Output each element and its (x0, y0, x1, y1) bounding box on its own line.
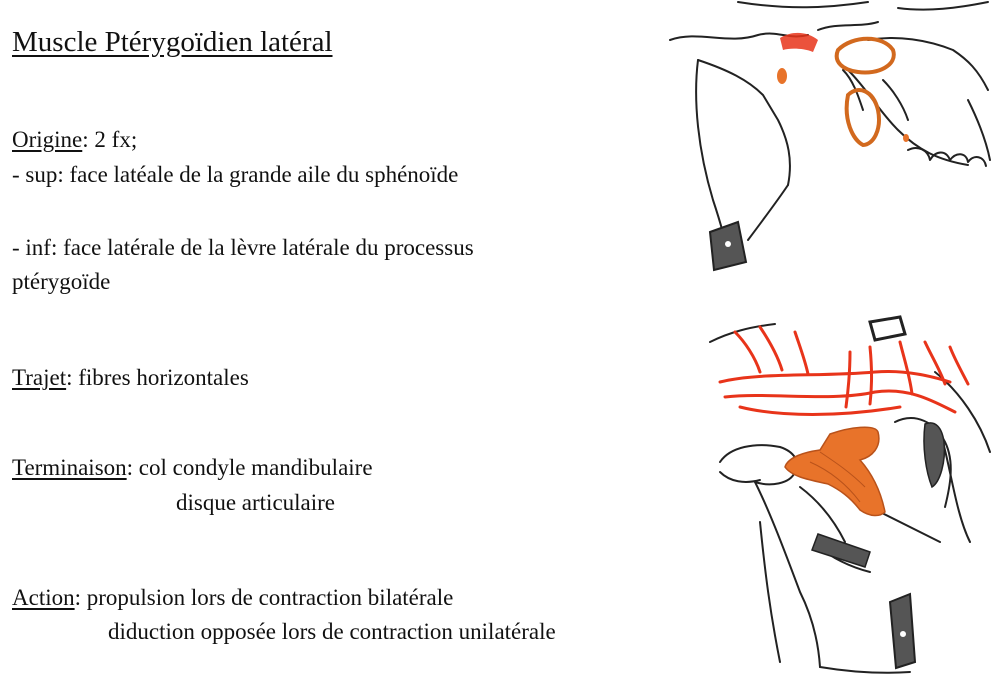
action-text-2: diduction opposée lors de contraction unilatérale (108, 619, 556, 644)
origine-inf-line2: ptérygoïde (12, 269, 111, 294)
origine-text: : 2 fx; (82, 127, 138, 152)
trajet-label: Trajet (12, 365, 67, 390)
trajet-line (12, 363, 249, 393)
lateral-pterygoid-muscle (785, 427, 885, 515)
action-label: Action (12, 585, 75, 610)
condyle-mark (777, 68, 787, 84)
temporal-muscle-fibers (720, 327, 968, 415)
sphenoid-block (870, 317, 905, 340)
terminaison-line1 (12, 453, 373, 483)
origine-sup: - sup: face latéale de la grande aile du sphénoïde (12, 162, 459, 187)
terminaison-text-2: disque articulaire (176, 490, 336, 515)
origine-line (12, 125, 137, 155)
origine-inf-line1: - inf: face latérale de la lèvre latérale du processus (12, 235, 474, 260)
skull-lateral-illustration-top (668, 0, 998, 275)
coronoid-shading (924, 423, 944, 487)
mandible-angle-shading-bottom (890, 594, 915, 668)
action-text-1: : propulsion lors de contraction bilatérale (74, 585, 454, 610)
terminaison-text-1: : col condyle mandibulaire (126, 455, 373, 480)
skull-lateral-illustration-bottom (700, 312, 1000, 687)
action-line1 (12, 583, 453, 613)
origin-region-great-wing (837, 39, 894, 73)
trajet-text: : fibres horizontales (66, 365, 249, 390)
slide-title: Muscle Ptérygoïdien latéral (12, 26, 333, 58)
muscle-attachment-superior (780, 33, 818, 52)
origin-region-pterygoid (847, 90, 879, 145)
origine-label: Origine (12, 127, 83, 152)
terminaison-label: Terminaison (12, 455, 127, 480)
